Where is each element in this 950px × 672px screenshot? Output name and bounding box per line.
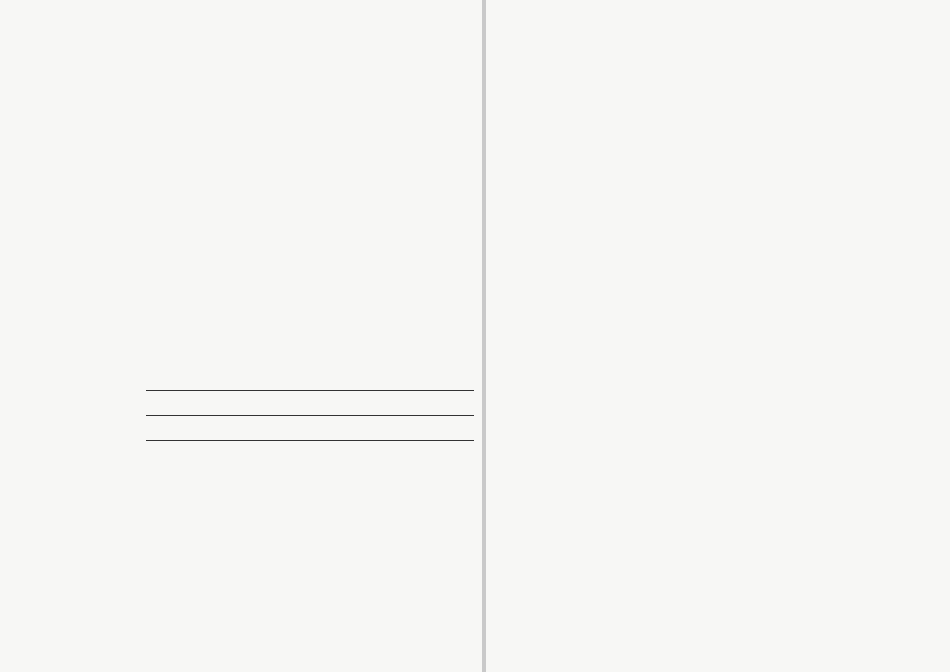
exam-page-4: [486, 0, 950, 672]
q7-answer-line: [146, 390, 474, 391]
q7-answer-line: [146, 415, 474, 416]
q7-answer-line: [146, 440, 474, 441]
